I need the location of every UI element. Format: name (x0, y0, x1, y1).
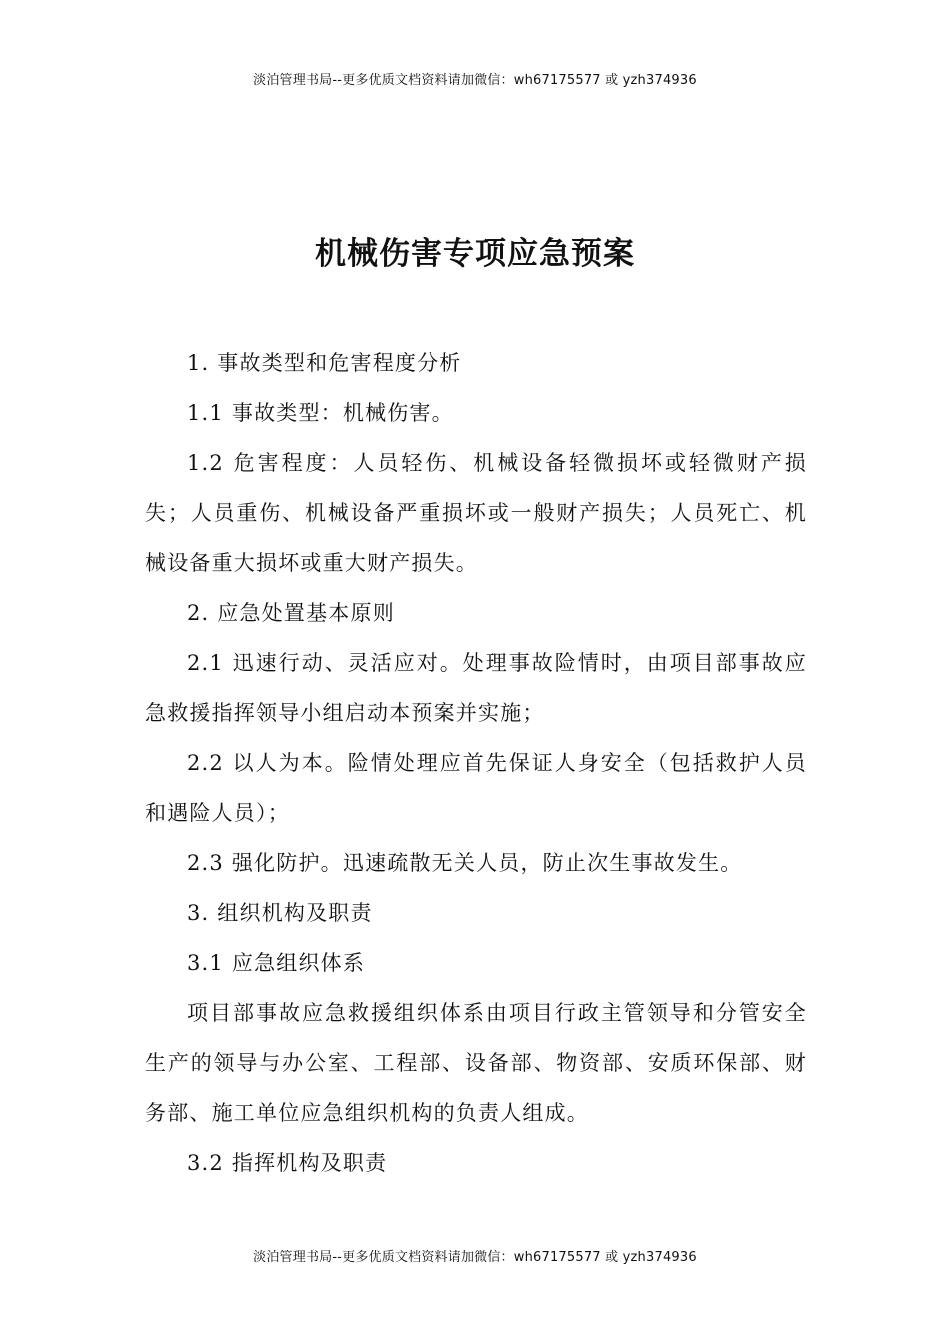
document-title: 机械伤害专项应急预案 (315, 236, 635, 272)
section-3-heading: 3. 组织机构及职责 (187, 901, 373, 925)
section-2-heading: 2. 应急处置基本原则 (187, 601, 395, 625)
paragraph-1-1: 1.1 事故类型：机械伤害。 (187, 401, 454, 425)
paragraph-1-2: 1.2 危害程度：人员轻伤、机械设备轻微损坏或轻微财产损失；人员重伤、机械设备严重损坏或一般财产损失；人员死亡、机械设备重大损坏或重大财产损失。 (145, 451, 807, 575)
paragraph-2-1: 2.1 迅速行动、灵活应对。处理事故险情时，由项目部事故应急救援指挥领导小组启动本预案并实施； (145, 651, 807, 725)
paragraph-3-1: 3.1 应急组织体系 (187, 951, 366, 975)
document-body (145, 338, 807, 1188)
paragraph-2-3: 2.3 强化防护。迅速疏散无关人员，防止次生事故发生。 (187, 851, 743, 875)
page-header-note: 淡泊管理书局--更多优质文档资料请加微信：wh67175577 或 yzh374936 (253, 73, 697, 88)
paragraph-3-1-body: 项目部事故应急救援组织体系由项目行政主管领导和分管安全生产的领导与办公室、工程部、设备部、物资部、安质环保部、财务部、施工单位应急组织机构的负责人组成。 (145, 1001, 807, 1125)
paragraph-2-2: 2.2 以人为本。险情处理应首先保证人身安全（包括救护人员和遇险人员）； (145, 751, 807, 825)
section-1-heading: 1. 事故类型和危害程度分析 (187, 351, 462, 375)
paragraph-3-2: 3.2 指挥机构及职责 (187, 1151, 388, 1175)
page-footer-note: 淡泊管理书局--更多优质文档资料请加微信：wh67175577 或 yzh374936 (253, 1250, 697, 1265)
